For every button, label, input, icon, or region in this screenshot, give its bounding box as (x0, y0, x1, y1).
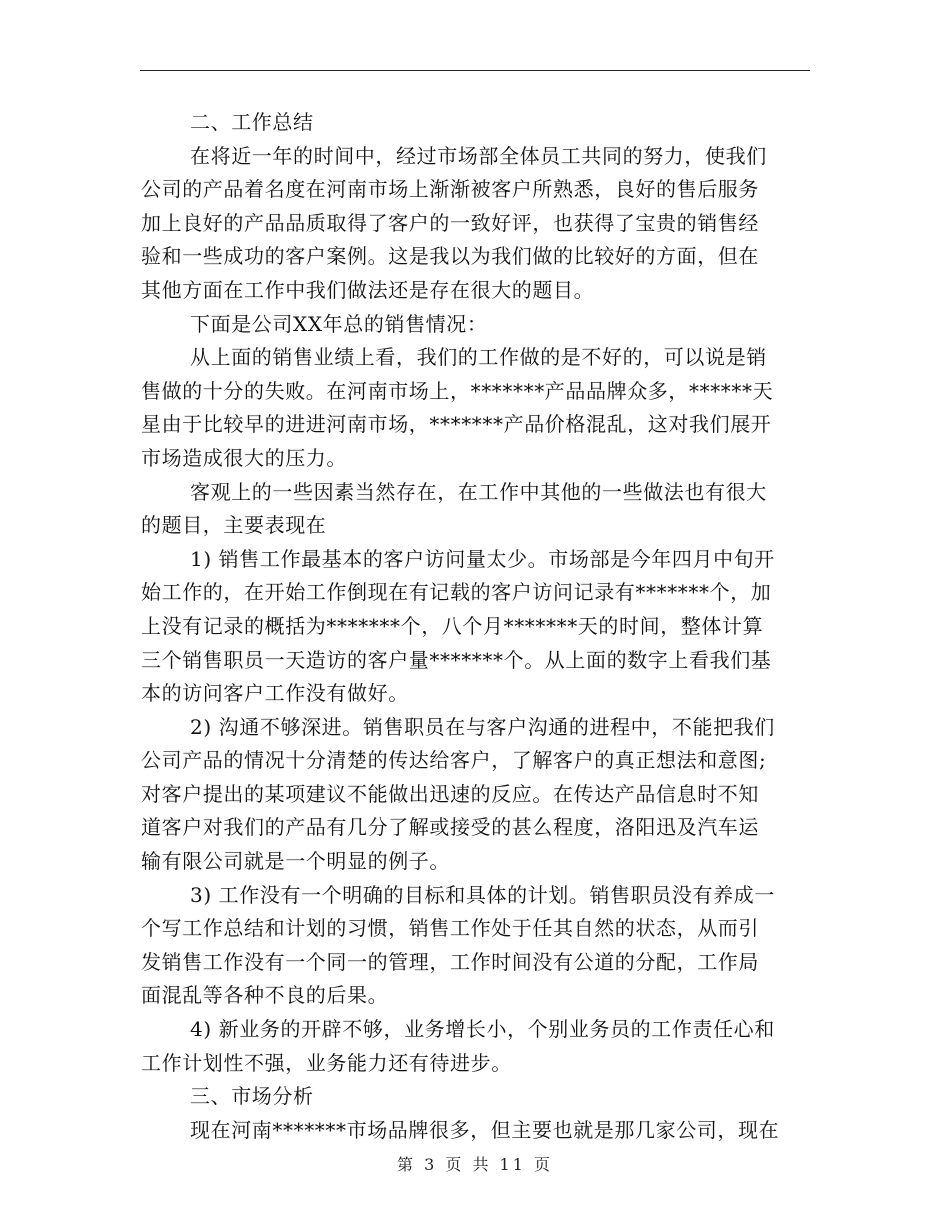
text-line: 三个销售职员一天造访的客户量*******个。从上面的数字上看我们基 (141, 647, 772, 672)
text-line: 二、工作总结 (190, 110, 314, 134)
text-line: 上没有记录的概括为*******个，八个月*******天的时间，整体计算 (141, 613, 764, 638)
text-line: 面混乱等各种不良的后果。 (141, 983, 389, 1008)
text-line: 1) 销售工作最基本的客户访问量太少。市场部是今年四月中旬开 (190, 546, 775, 571)
document-body (141, 106, 811, 1147)
text-line: 道客户对我们的产品有几分了解或接受的甚么程度，洛阳迅及汽车运 (141, 815, 759, 840)
text-line: 输有限公司就是一个明显的例子。 (141, 849, 450, 874)
text-line: 验和一些成功的客户案例。这是我以为我们做的比较好的方面，但在 (141, 244, 759, 269)
text-line: 公司产品的情况十分清楚的传达给客户，了解客户的真正想法和意图; (141, 748, 767, 773)
text-line: 售做的十分的失败。在河南市场上，*******产品品牌众多，******天 (141, 378, 774, 403)
header-rule (140, 70, 810, 71)
text-line: 对客户提出的某项建议不能做出迅速的反应。在传达产品信息时不知 (141, 781, 759, 806)
text-line: 2) 沟通不够深进。销售职员在与客户沟通的进程中，不能把我们 (190, 714, 775, 739)
text-line: 本的访问客户工作没有做好。 (141, 681, 409, 706)
text-line: 在将近一年的时间中，经过市场部全体员工共同的努力，使我们 (190, 143, 767, 168)
text-line: 客观上的一些因素当然存在，在工作中其他的一些做法也有很大 (190, 479, 767, 504)
text-line: 公司的产品着名度在河南市场上渐渐被客户所熟悉，良好的售后服务 (141, 177, 759, 202)
text-line: 市场造成很大的压力。 (141, 445, 347, 470)
text-line: 始工作的，在开始工作倒现在有记载的客户访问记录有*******个，加 (141, 580, 772, 605)
text-line: 的题目，主要表现在 (141, 513, 327, 538)
text-line: 星由于比较早的进进河南市场，*******产品价格混乱，这对我们展开 (141, 412, 772, 437)
text-line: 4) 新业务的开辟不够，业务增长小，个别业务员的工作责任心和 (190, 1017, 775, 1042)
text-line: 从上面的销售业绩上看，我们的工作做的是不好的，可以说是销 (190, 345, 767, 370)
text-line: 发销售工作没有一个同一的管理，工作时间没有公道的分配，工作局 (141, 949, 759, 974)
text-line: 下面是公司XX年总的销售情况： (190, 311, 488, 336)
text-line: 三、市场分析 (190, 1084, 314, 1109)
text-line: 3) 工作没有一个明确的目标和具体的计划。销售职员没有养成一 (190, 882, 775, 907)
text-line: 现在河南*******市场品牌很多，但主要也就是那几家公司，现在 (190, 1117, 780, 1142)
text-line: 个写工作总结和计划的习惯，销售工作处于任其自然的状态，从而引 (141, 916, 759, 941)
text-line: 加上良好的产品品质取得了客户的一致好评，也获得了宝贵的销售经 (141, 210, 759, 235)
text-line: 其他方面在工作中我们做法还是存在很大的题目。 (141, 277, 595, 302)
page-footer: 第 3 页 共 11 页 (397, 1155, 553, 1174)
text-line: 工作计划性不强，业务能力还有待进步。 (141, 1050, 512, 1075)
